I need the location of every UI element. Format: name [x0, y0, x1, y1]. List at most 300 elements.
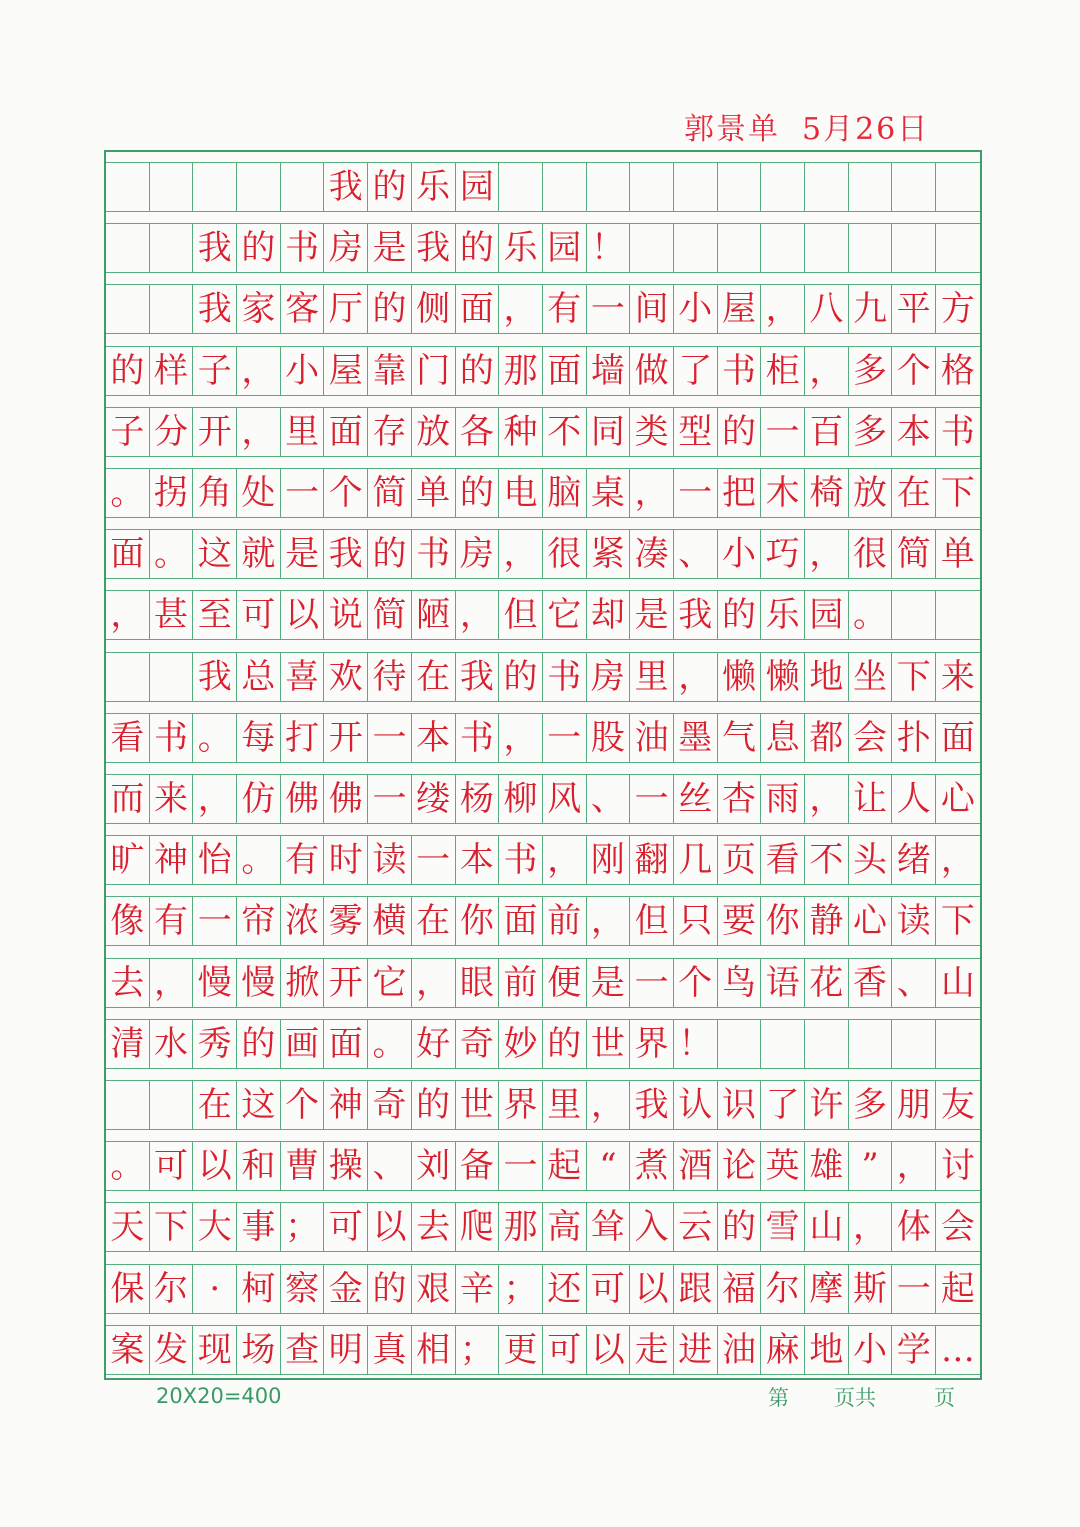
grid-row — [106, 1019, 980, 1069]
grid-cell: 学 — [892, 1325, 936, 1375]
grid-cell: 绪 — [892, 835, 936, 885]
grid-cell: ， — [674, 652, 718, 702]
grid-cell: 屋 — [718, 284, 762, 334]
grid-cell: 现 — [193, 1325, 237, 1375]
grid-cell: 的 — [718, 590, 762, 640]
grid-cell: 头 — [849, 835, 893, 885]
grid-cell: 放 — [412, 407, 456, 457]
grid-cell: 妙 — [499, 1019, 543, 1069]
grid-cell: ， — [412, 958, 456, 1008]
grid-cell: 房 — [456, 529, 500, 579]
grid-cell: 园 — [805, 590, 849, 640]
grid-cell: 不 — [805, 835, 849, 885]
grid-cell: 场 — [237, 1325, 281, 1375]
grid-cell: 、 — [892, 958, 936, 1008]
grid-cell: 雾 — [324, 896, 368, 946]
grid-cell: 个 — [281, 1080, 325, 1130]
grid-cell — [150, 284, 194, 334]
grid-cell: 单 — [412, 468, 456, 518]
grid-cell: 同 — [587, 407, 631, 457]
grid-cell: 乐 — [412, 162, 456, 212]
grid-cell: 起 — [936, 1264, 980, 1314]
grid-cell: 屋 — [324, 346, 368, 396]
grid-cell: 样 — [150, 346, 194, 396]
grid-cell: 九 — [849, 284, 893, 334]
grid-cell: 以 — [630, 1264, 674, 1314]
grid-cell: 事 — [237, 1202, 281, 1252]
grid-cell: 水 — [150, 1019, 194, 1069]
grid-cell: 心 — [936, 774, 980, 824]
grid-cell — [892, 223, 936, 273]
grid-cell: 百 — [805, 407, 849, 457]
grid-cell: 角 — [193, 468, 237, 518]
grid-cell: 爬 — [456, 1202, 500, 1252]
grid-cell: 一 — [499, 1141, 543, 1191]
grid-cell: 神 — [324, 1080, 368, 1130]
grid-cell — [150, 162, 194, 212]
grid-cell: 备 — [456, 1141, 500, 1191]
grid-cell: 那 — [499, 346, 543, 396]
grid-cell: 酒 — [674, 1141, 718, 1191]
grid-cell — [106, 1080, 150, 1130]
grid-cell: 放 — [849, 468, 893, 518]
grid-cell: 仿 — [237, 774, 281, 824]
grid-cell: 明 — [324, 1325, 368, 1375]
grid-cell: 保 — [106, 1264, 150, 1314]
grid-cell: ！ — [587, 223, 631, 273]
grid-cell: 类 — [630, 407, 674, 457]
grid-cell: 来 — [150, 774, 194, 824]
grid-cell: 语 — [761, 958, 805, 1008]
grid-cell: 。 — [150, 529, 194, 579]
grid-cell: 查 — [281, 1325, 325, 1375]
grid-cell: 还 — [543, 1264, 587, 1314]
grid-row — [106, 713, 980, 763]
grid-cell: 的 — [368, 1264, 412, 1314]
grid-cell: 案 — [106, 1325, 150, 1375]
grid-cell: 园 — [456, 162, 500, 212]
grid-cell: 界 — [499, 1080, 543, 1130]
grid-cell: 型 — [674, 407, 718, 457]
grid-cell: 前 — [499, 958, 543, 1008]
grid-cell: 走 — [630, 1325, 674, 1375]
grid-cell — [150, 1080, 194, 1130]
grid-cell: 丝 — [674, 774, 718, 824]
grid-cell: 股 — [587, 713, 631, 763]
grid-cell: 友 — [936, 1080, 980, 1130]
grid-cell: 的 — [237, 1019, 281, 1069]
grid-cell: 一 — [761, 407, 805, 457]
grid-cell: ， — [193, 774, 237, 824]
grid-cell — [630, 223, 674, 273]
grid-cell: 多 — [849, 1080, 893, 1130]
author-name: 郭景单 — [684, 112, 780, 147]
grid-cell: 起 — [543, 1141, 587, 1191]
grid-cell: 以 — [587, 1325, 631, 1375]
grid-spec-label: 20X20=400 — [156, 1384, 282, 1408]
grid-cell: 但 — [499, 590, 543, 640]
grid-cell: 认 — [674, 1080, 718, 1130]
grid-cell: ， — [499, 284, 543, 334]
grid-cell: 面 — [324, 1019, 368, 1069]
grid-cell: 是 — [630, 590, 674, 640]
grid-cell — [936, 1019, 980, 1069]
grid-row — [106, 407, 980, 457]
grid-cell: 真 — [368, 1325, 412, 1375]
grid-cell: ” — [849, 1141, 893, 1191]
grid-cell: 里 — [630, 652, 674, 702]
grid-cell: 鸟 — [718, 958, 762, 1008]
grid-cell: ， — [936, 835, 980, 885]
grid-cell: 脑 — [543, 468, 587, 518]
grid-cell: 一 — [281, 468, 325, 518]
grid-cell: 便 — [543, 958, 587, 1008]
grid-cell: 多 — [849, 407, 893, 457]
grid-cell: 很 — [543, 529, 587, 579]
grid-cell: 就 — [237, 529, 281, 579]
grid-cell: 里 — [281, 407, 325, 457]
grid-cell: 大 — [193, 1202, 237, 1252]
grid-cell: 有 — [150, 896, 194, 946]
grid-cell: 。 — [106, 468, 150, 518]
grid-cell: 这 — [193, 529, 237, 579]
grid-cell: 页 — [718, 835, 762, 885]
grid-cell: 一 — [368, 713, 412, 763]
grid-cell — [718, 1019, 762, 1069]
grid-cell: ， — [237, 407, 281, 457]
grid-cell: 一 — [193, 896, 237, 946]
grid-cell: 每 — [237, 713, 281, 763]
grid-cell: 清 — [106, 1019, 150, 1069]
grid-cell: 各 — [456, 407, 500, 457]
grid-cell: 却 — [587, 590, 631, 640]
grid-cell: 简 — [368, 590, 412, 640]
grid-cell: 格 — [936, 346, 980, 396]
grid-cell: 家 — [237, 284, 281, 334]
grid-cell: 摩 — [805, 1264, 849, 1314]
grid-cell: ； — [456, 1325, 500, 1375]
grid-cell: 个 — [674, 958, 718, 1008]
grid-cell: 面 — [499, 896, 543, 946]
grid-cell — [237, 162, 281, 212]
grid-row — [106, 529, 980, 579]
grid-cell: 但 — [630, 896, 674, 946]
grid-cell: 画 — [281, 1019, 325, 1069]
grid-cell: 慢 — [237, 958, 281, 1008]
grid-cell — [849, 1019, 893, 1069]
grid-cell: 。 — [849, 590, 893, 640]
grid-row — [106, 1141, 980, 1191]
grid-cell: 。 — [368, 1019, 412, 1069]
grid-cell: 的 — [543, 1019, 587, 1069]
grid-cell: 开 — [324, 713, 368, 763]
grid-cell: 怡 — [193, 835, 237, 885]
grid-cell: 个 — [892, 346, 936, 396]
grid-cell: 一 — [368, 774, 412, 824]
grid-cell: 可 — [587, 1264, 631, 1314]
grid-cell: 世 — [456, 1080, 500, 1130]
grid-cell: ， — [761, 284, 805, 334]
grid-cell: 了 — [674, 346, 718, 396]
grid-cell: 跟 — [674, 1264, 718, 1314]
date-label: 5月26日 — [802, 112, 930, 147]
grid-cell: 本 — [892, 407, 936, 457]
grid-cell: 巧 — [761, 529, 805, 579]
grid-row — [106, 1080, 980, 1130]
grid-cell: 可 — [237, 590, 281, 640]
grid-cell: 是 — [368, 223, 412, 273]
grid-cell: 子 — [193, 346, 237, 396]
page-label-ye: 页 — [934, 1386, 955, 1410]
grid-cell: 说 — [324, 590, 368, 640]
grid-cell: 耸 — [587, 1202, 631, 1252]
grid-cell: 像 — [106, 896, 150, 946]
grid-cell — [761, 1019, 805, 1069]
grid-cell: 一 — [543, 713, 587, 763]
grid-cell: 在 — [892, 468, 936, 518]
grid-cell: 不 — [543, 407, 587, 457]
grid-cell: 辛 — [456, 1264, 500, 1314]
grid-cell: 杨 — [456, 774, 500, 824]
grid-cell — [761, 223, 805, 273]
grid-cell: 书 — [281, 223, 325, 273]
grid-cell: 的 — [456, 223, 500, 273]
grid-cell — [892, 162, 936, 212]
grid-cell: 侧 — [412, 284, 456, 334]
grid-cell: 帘 — [237, 896, 281, 946]
author-date-header — [684, 104, 929, 148]
grid-cell: 电 — [499, 468, 543, 518]
grid-cell: 而 — [106, 774, 150, 824]
grid-cell: 小 — [718, 529, 762, 579]
grid-cell — [106, 162, 150, 212]
grid-cell: 让 — [849, 774, 893, 824]
grid-cell: 这 — [237, 1080, 281, 1130]
grid-cell: ， — [630, 468, 674, 518]
grid-cell: 书 — [456, 713, 500, 763]
grid-cell: 一 — [630, 958, 674, 1008]
grid-cell: 一 — [630, 774, 674, 824]
grid-cell: 朋 — [892, 1080, 936, 1130]
grid-cell: 、 — [587, 774, 631, 824]
grid-cell: 了 — [761, 1080, 805, 1130]
grid-cell: 总 — [237, 652, 281, 702]
grid-cell: 下 — [936, 896, 980, 946]
grid-cell: 我 — [193, 652, 237, 702]
grid-cell: 都 — [805, 713, 849, 763]
grid-cell: 平 — [892, 284, 936, 334]
grid-cell: 凑 — [630, 529, 674, 579]
grid-row — [106, 284, 980, 334]
grid-cell — [193, 162, 237, 212]
grid-cell: ， — [237, 346, 281, 396]
grid-cell: 的 — [412, 1080, 456, 1130]
grid-cell: 风 — [543, 774, 587, 824]
grid-cell: 心 — [849, 896, 893, 946]
grid-cell: 前 — [543, 896, 587, 946]
grid-cell — [499, 162, 543, 212]
grid-cell: 尔 — [761, 1264, 805, 1314]
grid-cell: 做 — [630, 346, 674, 396]
grid-cell: 山 — [936, 958, 980, 1008]
grid-cell: 开 — [324, 958, 368, 1008]
grid-cell: 陋 — [412, 590, 456, 640]
grid-row — [106, 346, 980, 396]
grid-cell: 发 — [150, 1325, 194, 1375]
grid-cell: ， — [106, 590, 150, 640]
grid-cell: 麻 — [761, 1325, 805, 1375]
grid-cell: 的 — [106, 346, 150, 396]
grid-cell: 可 — [543, 1325, 587, 1375]
grid-cell: 油 — [630, 713, 674, 763]
grid-row — [106, 896, 980, 946]
grid-cell: 时 — [324, 835, 368, 885]
grid-cell: 小 — [849, 1325, 893, 1375]
grid-cell: 入 — [630, 1202, 674, 1252]
grid-cell: 存 — [368, 407, 412, 457]
grid-cell: 开 — [193, 407, 237, 457]
grid-cell: 雄 — [805, 1141, 849, 1191]
grid-cell: 打 — [281, 713, 325, 763]
grid-cell: 的 — [368, 529, 412, 579]
grid-row — [106, 835, 980, 885]
grid-cell: 世 — [587, 1019, 631, 1069]
grid-cell: 进 — [674, 1325, 718, 1375]
grid-cell: 的 — [456, 346, 500, 396]
grid-cell — [106, 223, 150, 273]
grid-cell: 很 — [849, 529, 893, 579]
grid-cell: ， — [805, 529, 849, 579]
grid-cell: 煮 — [630, 1141, 674, 1191]
grid-cell: 察 — [281, 1264, 325, 1314]
grid-cell: 香 — [849, 958, 893, 1008]
grid-cell: ， — [499, 713, 543, 763]
grid-cell: 房 — [324, 223, 368, 273]
grid-cell: 我 — [674, 590, 718, 640]
grid-cell: 的 — [368, 284, 412, 334]
grid-cell: 有 — [543, 284, 587, 334]
grid-cell: 一 — [587, 284, 631, 334]
grid-cell: 方 — [936, 284, 980, 334]
grid-cell: 欢 — [324, 652, 368, 702]
grid-cell: 墙 — [587, 346, 631, 396]
grid-cell — [106, 652, 150, 702]
grid-cell: 要 — [718, 896, 762, 946]
grid-cell: 甚 — [150, 590, 194, 640]
grid-cell: 奇 — [456, 1019, 500, 1069]
grid-cell — [805, 1019, 849, 1069]
grid-row — [106, 223, 980, 273]
grid-cell: 。 — [237, 835, 281, 885]
grid-cell: 刚 — [587, 835, 631, 885]
grid-cell: 花 — [805, 958, 849, 1008]
grid-cell: 和 — [237, 1141, 281, 1191]
grid-cell: 乐 — [499, 223, 543, 273]
grid-cell: 它 — [368, 958, 412, 1008]
grid-cell: 秀 — [193, 1019, 237, 1069]
grid-cell: … — [936, 1325, 980, 1375]
grid-cell: 喜 — [281, 652, 325, 702]
grid-cell: 书 — [412, 529, 456, 579]
grid-cell — [849, 162, 893, 212]
grid-cell: 拐 — [150, 468, 194, 518]
grid-cell: 懒 — [718, 652, 762, 702]
grid-cell: 油 — [718, 1325, 762, 1375]
grid-cell: 的 — [456, 468, 500, 518]
page-label-yegong: 页共 — [834, 1386, 876, 1410]
grid-cell: 斯 — [849, 1264, 893, 1314]
grid-cell: 天 — [106, 1202, 150, 1252]
grid-cell: 的 — [237, 223, 281, 273]
grid-cell: 会 — [849, 713, 893, 763]
grid-cell: 面 — [456, 284, 500, 334]
grid-cell: 柯 — [237, 1264, 281, 1314]
grid-cell — [936, 590, 980, 640]
grid-cell: 在 — [412, 896, 456, 946]
grid-cell: 厅 — [324, 284, 368, 334]
grid-cell: “ — [587, 1141, 631, 1191]
grid-cell: 书 — [543, 652, 587, 702]
grid-cell: 园 — [543, 223, 587, 273]
grid-cell: 看 — [761, 835, 805, 885]
grid-cell: 曹 — [281, 1141, 325, 1191]
grid-cell: 的 — [368, 162, 412, 212]
grid-cell — [761, 162, 805, 212]
page-label-di: 第 — [768, 1386, 789, 1410]
grid-cell — [718, 162, 762, 212]
grid-cell: 子 — [106, 407, 150, 457]
grid-cell: 刘 — [412, 1141, 456, 1191]
grid-cell: 你 — [761, 896, 805, 946]
grid-cell: 雪 — [761, 1202, 805, 1252]
grid-cell — [630, 162, 674, 212]
grid-cell — [150, 223, 194, 273]
grid-cell: 息 — [761, 713, 805, 763]
grid-cell: 分 — [150, 407, 194, 457]
grid-cell — [936, 162, 980, 212]
grid-cell: ， — [543, 835, 587, 885]
grid-cell: 高 — [543, 1202, 587, 1252]
grid-cell: 八 — [805, 284, 849, 334]
grid-cell: ； — [281, 1202, 325, 1252]
grid-cell: 去 — [106, 958, 150, 1008]
grid-cell — [718, 223, 762, 273]
grid-cell: ， — [587, 896, 631, 946]
grid-cell — [674, 223, 718, 273]
grid-row — [106, 162, 980, 212]
grid-cell: 一 — [674, 468, 718, 518]
grid-cell: 下 — [936, 468, 980, 518]
grid-cell — [849, 223, 893, 273]
grid-cell: 至 — [193, 590, 237, 640]
grid-cell: 椅 — [805, 468, 849, 518]
grid-cell: 本 — [456, 835, 500, 885]
grid-row — [106, 652, 980, 702]
grid-cell — [150, 652, 194, 702]
grid-cell: 桌 — [587, 468, 631, 518]
grid-cell: 简 — [892, 529, 936, 579]
grid-cell: 人 — [892, 774, 936, 824]
grid-cell: ， — [587, 1080, 631, 1130]
grid-row — [106, 1325, 980, 1375]
grid-cell: 地 — [805, 1325, 849, 1375]
grid-row — [106, 468, 980, 518]
grid-cell — [805, 162, 849, 212]
writing-grid — [104, 150, 982, 1380]
grid-cell: 、 — [674, 529, 718, 579]
grid-row — [106, 590, 980, 640]
grid-row — [106, 958, 980, 1008]
